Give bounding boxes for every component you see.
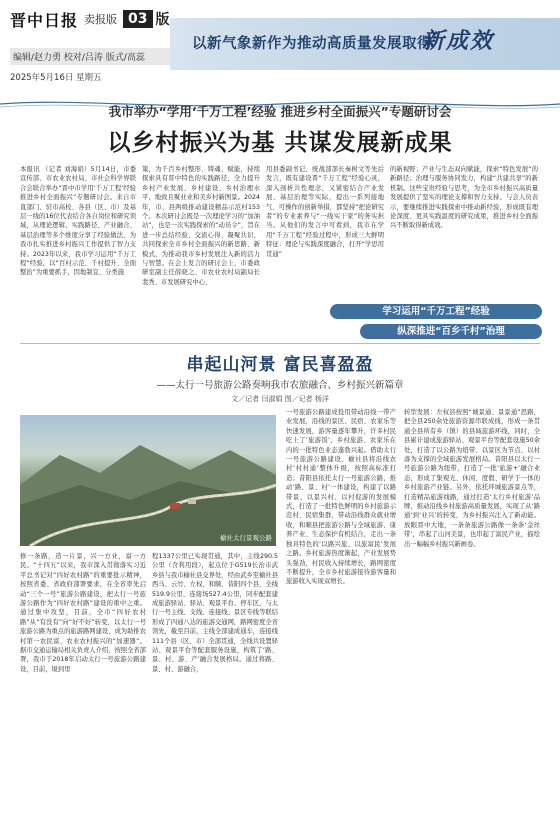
landscape-photo-art: [20, 415, 276, 546]
photo-caption: 榆社太行景观公路: [220, 534, 272, 542]
page-number: 03: [123, 10, 152, 28]
lead-column-1: 本报讯 （记者 刘海娟）5月14日，市委宣传部、市农业农村局、市社会科学界联合会联合举办“晋中市学用‘千万工程’经验 推进乡村全面振兴”专题研讨会。来自市直部门、驻市高校、各县（区、市）及基层一线的16位代表结合各自岗位和研究领域，从理论逻辑、实践路径、产业融合、基层治理等多个维度分享了经验做法，为我市扎实推进乡村振兴工作提供了智力支持。2023年以来，我市学习运用“千万工程”经验，以“百村示范、千村提升、全面整治”为重要抓手，因地制宜、分类施: [20, 166, 136, 277]
feature-headline: 串起山河景 富民喜盈盈: [186, 355, 374, 375]
edition-label: 卖报版: [84, 13, 118, 26]
feature-column-3: 一号旅游公路建成投用带动沿线一带产业发展，沿线的景区、民宿、农家乐等快速发展，游客量逐年攀升，许多村民吃上了‘旅游饭’、乡村旅游、农家乐在内的一批特色业态蓬勃兴起。借助太行一号旅游公路建设，榆社县将沿线农村‘村村通’整体升级，按照高标准打造；昔阳县依托太行一号旅游公路，推动‘路、景、村’一体建设，构建了以路带景、以景兴村、以村促游的发展模式，打造了一批特色鲜明的乡村旅游示范村、民宿集群，带动沿线群众就业增收，和顺县把旅游公路与全域旅游、康养产业、生态保护有机结合，走出一条独具特色的‘以路兴旅、以旅富民’发展之路。乡村旅游热度渐起，产业发展势头强劲，村民收入持续增长，路网密度不断提升，全市乡村旅游接待游客量和旅游收入实现双增长。: [286, 409, 396, 586]
paper-logo: 晋中日报: [10, 10, 79, 30]
slogan-script: 新成效: [422, 28, 495, 54]
lead-column-4: 的新视野；产业与生态双向赋能，探索“特色发展”的新路径；治理与服务协同发力，构建“共建共享”的新机制。这些宝贵经验与思考，为全市乡村振兴高质量发展提供了坚实的理论支撑和智力支持。与会人员表示，要继续推进实践探索中推动新经验，形成既有理论深度、更具实践温度的研究成果，推进乡村全面振兴不断取得新成效。: [390, 166, 538, 230]
feature-column-1: 修一条路，造一片景，兴一方业，富一方民。“十四五”以来，我市深入贯彻落实习近平总书记对“四好农村路”的重要批示精神，按照省委、省政府部署要求，在全省率先启动“三个一号”旅游公路建设，把太行一号旅游公路作为“四好农村路”建设的重中之重。通过集中攻坚，目前，全市“四好农村路”从“有没有”向“好不好”转变，以太行一号旅游公路为重点的旅游路网建设，成为助推农村第一农民富、农业农村振兴的“加速器”。据市交通运输局相关负责人介绍，按照全省部署，我市于2018年启动太行一号旅游公路建设，目前，境到里: [20, 553, 146, 673]
editors-line: 编辑/赵力勇 校对/吕涛 版式/高蕊: [10, 48, 170, 65]
slogan-text: 以新气象新作为推动高质量发展取得: [192, 36, 432, 52]
lead-column-3: 用县委副书记、统战部部长秦树文等先后发言，既有建设晋“千万工程”经验心灵，深入剖析共性理念，又紧密结合产业发展、基层治理等实际，提出一系列接地气、可操作的创新举措，都坚持“把论研究者”的专业素养与“一线实干家”的务实担当。从他们的发言中可看到，我市在学用“千万工程”经验过程中，形成三大鲜明特征：理论与实践深度融合，打开“学思用贯通”: [266, 166, 384, 258]
lead-column-2: 策，为千百乡村整形、铸魂、赋能，持续探索具有晋中特色的实践路径，全力提升乡村产业发展、乡村建设、乡村治理水平，地致且聚业业和美乡村新图景。2024年，市、县两级推动建设精品示范村153个。本次研讨会既是一次理论学习的“加油站”，也是一次实践探索的“动员令”，旨在进一步总结经验、交流心得、凝聚共识，共同探索全市乡村全面振兴的新思路、新模式，为推动我市乡村发展注入新的活力与智慧。在会上发言的研讨会上，市委政研室副主任薛晓之、市农业农村局副局长裴秀、市发展研究中心、: [142, 166, 260, 286]
lead-headline: 以乡村振兴为基 共谋发展新成果: [107, 130, 453, 156]
page-label: 版: [155, 12, 170, 28]
theme-pill-line-1: 学习运用“千万工程”经验: [330, 304, 542, 319]
dateline: 2025年5月16日 星期五: [10, 73, 102, 83]
feature-column-2: 程1337公里已实现贯通，其中，主线290.5公里（含利用段），起点位于G519长治市武乡县与我市榆社县交界处，经由武乡至榆社县西马、云竹、左权、和顺、昔阳四个县，全线519.9公里，连接场527.4公里，同步配套建成旅游驿站、驿站、观景平台、停车区，与太行一号主线、支线、连接线、景区专线等联结形成了四通八达的旅游交通网，路网密度全省领先，截至目前，主线全部建成通车，连接线111个县（区、市）全部贯通，全线共设置驿站、观景平台等配套服务设施，构筑了‘路、景、村、游、产’融合发展格局。通过将路、景、村、游融合，: [152, 553, 278, 673]
theme-pill-line-2: 纵深推进“百乡千村”治理: [360, 324, 542, 339]
theme-pill: [330, 304, 542, 342]
masthead: [0, 0, 560, 98]
lead-kicker: 我市举办“学用‘千万工程’经验 推进乡村全面振兴”专题研讨会: [108, 104, 452, 119]
feature-byline: 文／记者 闫淑娟 图／记者 杨洋: [231, 395, 329, 403]
feature-column-4: 转型发展：左权县按照“城景通、景景通”思路，把全县250余处旅游资源串联成线，形成一条贯通全县所有乡（镇）的县域旅游环线，同时，全县累计建成旅游驿站、观景平台等配套设施50余处，打造了以公路为纽带、以景区为节点、以村落为支撑的全域旅游发展格局。昔阳县以太行一号旅游公路为纽带，打造了一批‘旅游+’融合业态，形成了集观光、休闲、度假、研学于一体的乡村旅游产业链。另外，依托环城旅游景点等，打造精品旅游线路，通过打造‘太行乡村旅游’品牌，推动沿线乡村旅游高质量发展，实现了从‘路通’到‘业兴’的转变，为乡村振兴注入了新动能。放眼晋中大地，一条条旅游公路像一条条‘金丝带’，串起了山河美景，也串起了富民产业，描绘出一幅幅乡村振兴新画卷。: [404, 409, 540, 548]
feature-subhead: ——太行一号旅游公路奏响我市农旅融合、乡村振兴新篇章: [156, 380, 404, 391]
landscape-photo: [20, 415, 276, 546]
section-divider: [20, 343, 540, 344]
slogan-banner: [170, 18, 560, 70]
